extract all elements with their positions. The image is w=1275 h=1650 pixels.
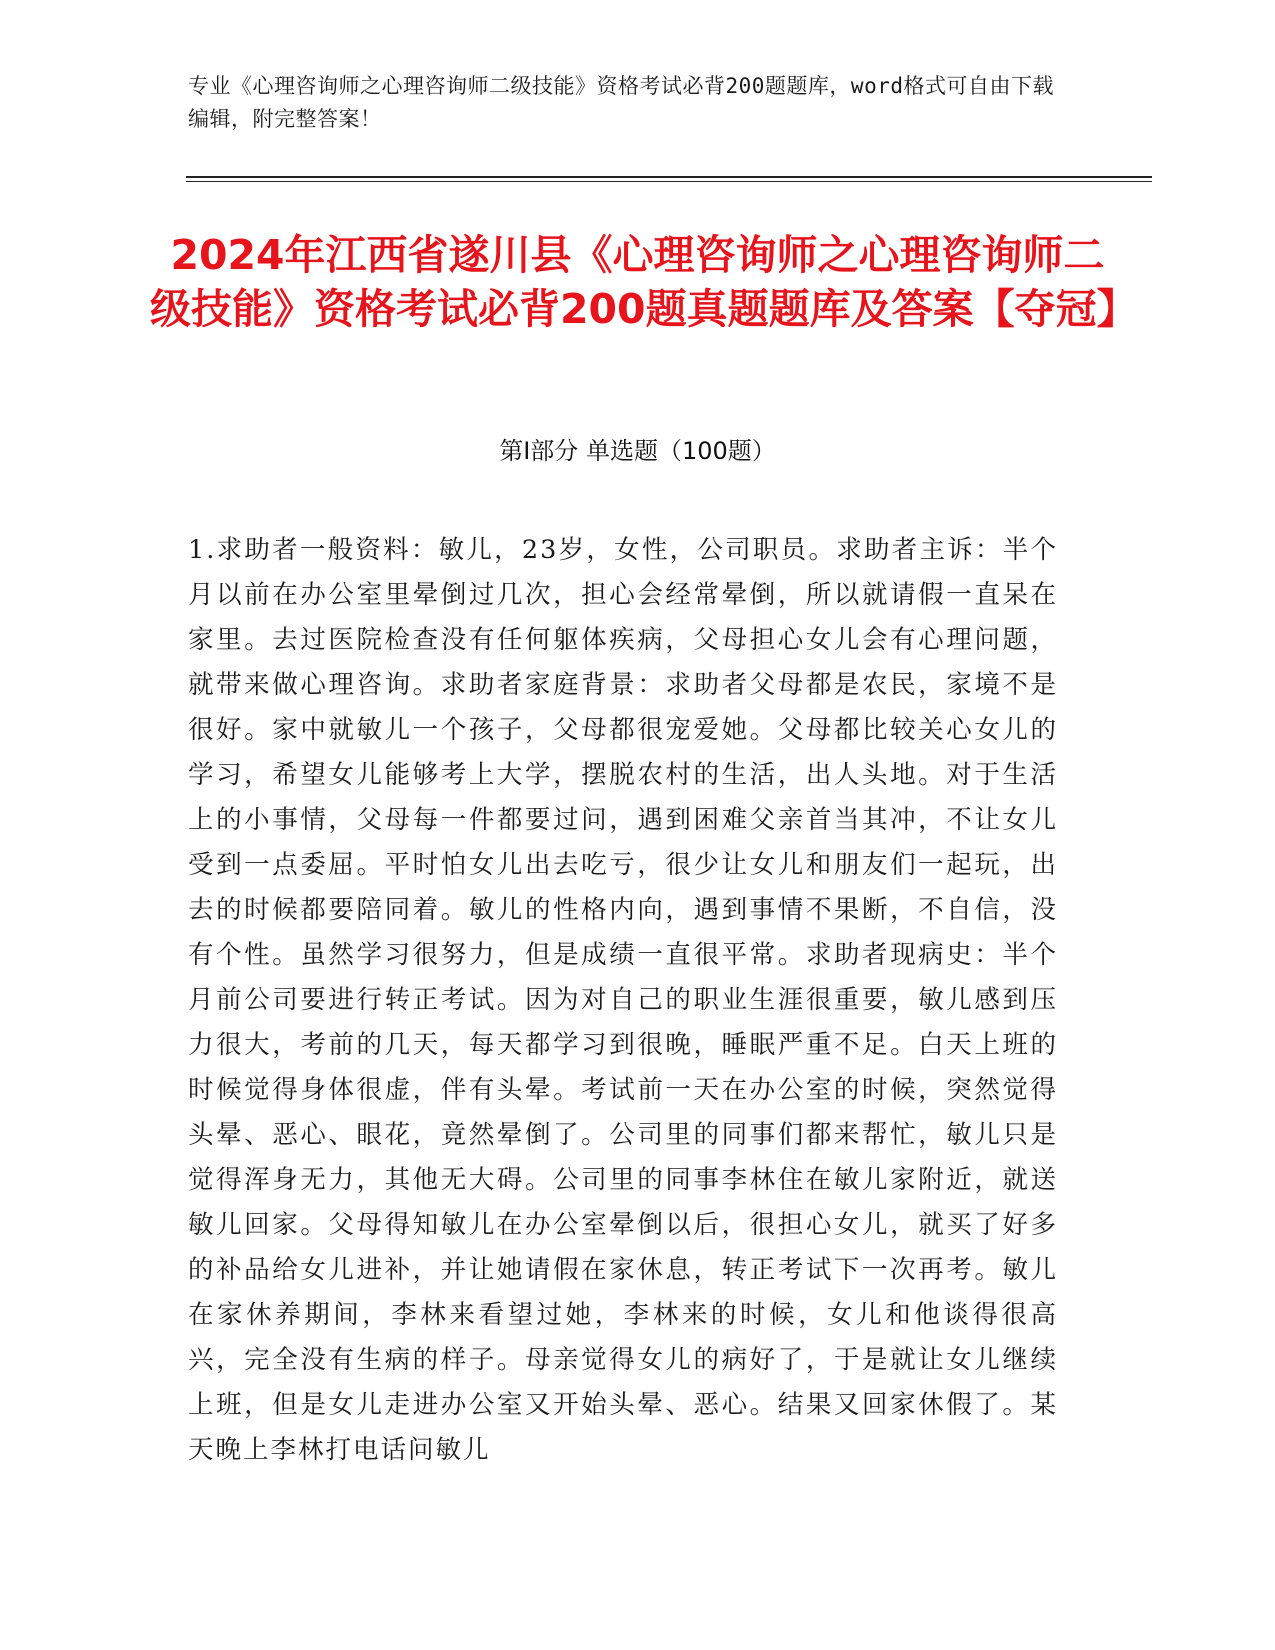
header-divider-thin [186, 181, 1152, 182]
header-note: 专业《心理咨询师之心理咨询师二级技能》资格考试必背200题题库，word格式可自由下载编辑，附完整答案！ [188, 74, 1054, 131]
document-title: 2024年江西省遂川县《心理咨询师之心理咨询师二级技能》资格考试必背200题真题题库及答案【夺冠】 [150, 231, 1138, 333]
question-1-text: 1.求助者一般资料：敏儿，23岁，女性，公司职员。求助者主诉：半个月以前在办公室里晕倒过几次，担心会经常晕倒，所以就请假一直呆在家里。去过医院检查没有任何躯体疾病，父母担心女儿会有心理问题，就带来做心理咨询。求助者家庭背景：求助者父母都是农民，家境不是很好。家中就敏儿一个孩子，父母都很宠爱她。父母都比较关心女儿的学习，希望女儿能够考上大学，摆脱农村的生活，出人头地。对于生活上的小事情，父母每一件都要过问，遇到困难父亲首当其冲，不让女儿受到一点委屈。平时怕女儿出去吃亏，很少让女儿和朋友们一起玩，出去的时候都要陪同着。敏儿的性格内向，遇到事情不果断，不自信，没有个性。虽然学习很努力，但是成绩一直很平常。求助者现病史：半个月前公司要进行转正考试。因为对自己的职业生涯很重要，敏儿感到压力很大，考前的几天，每天都学习到很晚，睡眠严重不足。白天上班的时候觉得身体很虚，伴有头晕。考试前一天在办公室的时候，突然觉得头晕、恶心、眼花，竟然晕倒了。公司里的同事们都来帮忙，敏儿只是觉得浑身无力，其他无大碍。公司里的同事李林住在敏儿家附近，就送敏儿回家。父母得知敏儿在办公室晕倒以后，很担心女儿，就买了好多的补品给女儿进补，并让她请假在家休息，转正考试下一次再考。敏儿在家休养期间，李林来看望过她，李林来的时候，女儿和他谈得很高兴，完全没有生病的样子。母亲觉得女儿的病好了，于是就让女儿继续上班，但是女儿走进办公室又开始头晕、恶心。结果又回家休假了。某天晚上李林打电话问敏儿 [188, 535, 1058, 1465]
header-divider-thick [186, 176, 1152, 178]
section-title: 第I部分 单选题（100题） [499, 437, 776, 465]
